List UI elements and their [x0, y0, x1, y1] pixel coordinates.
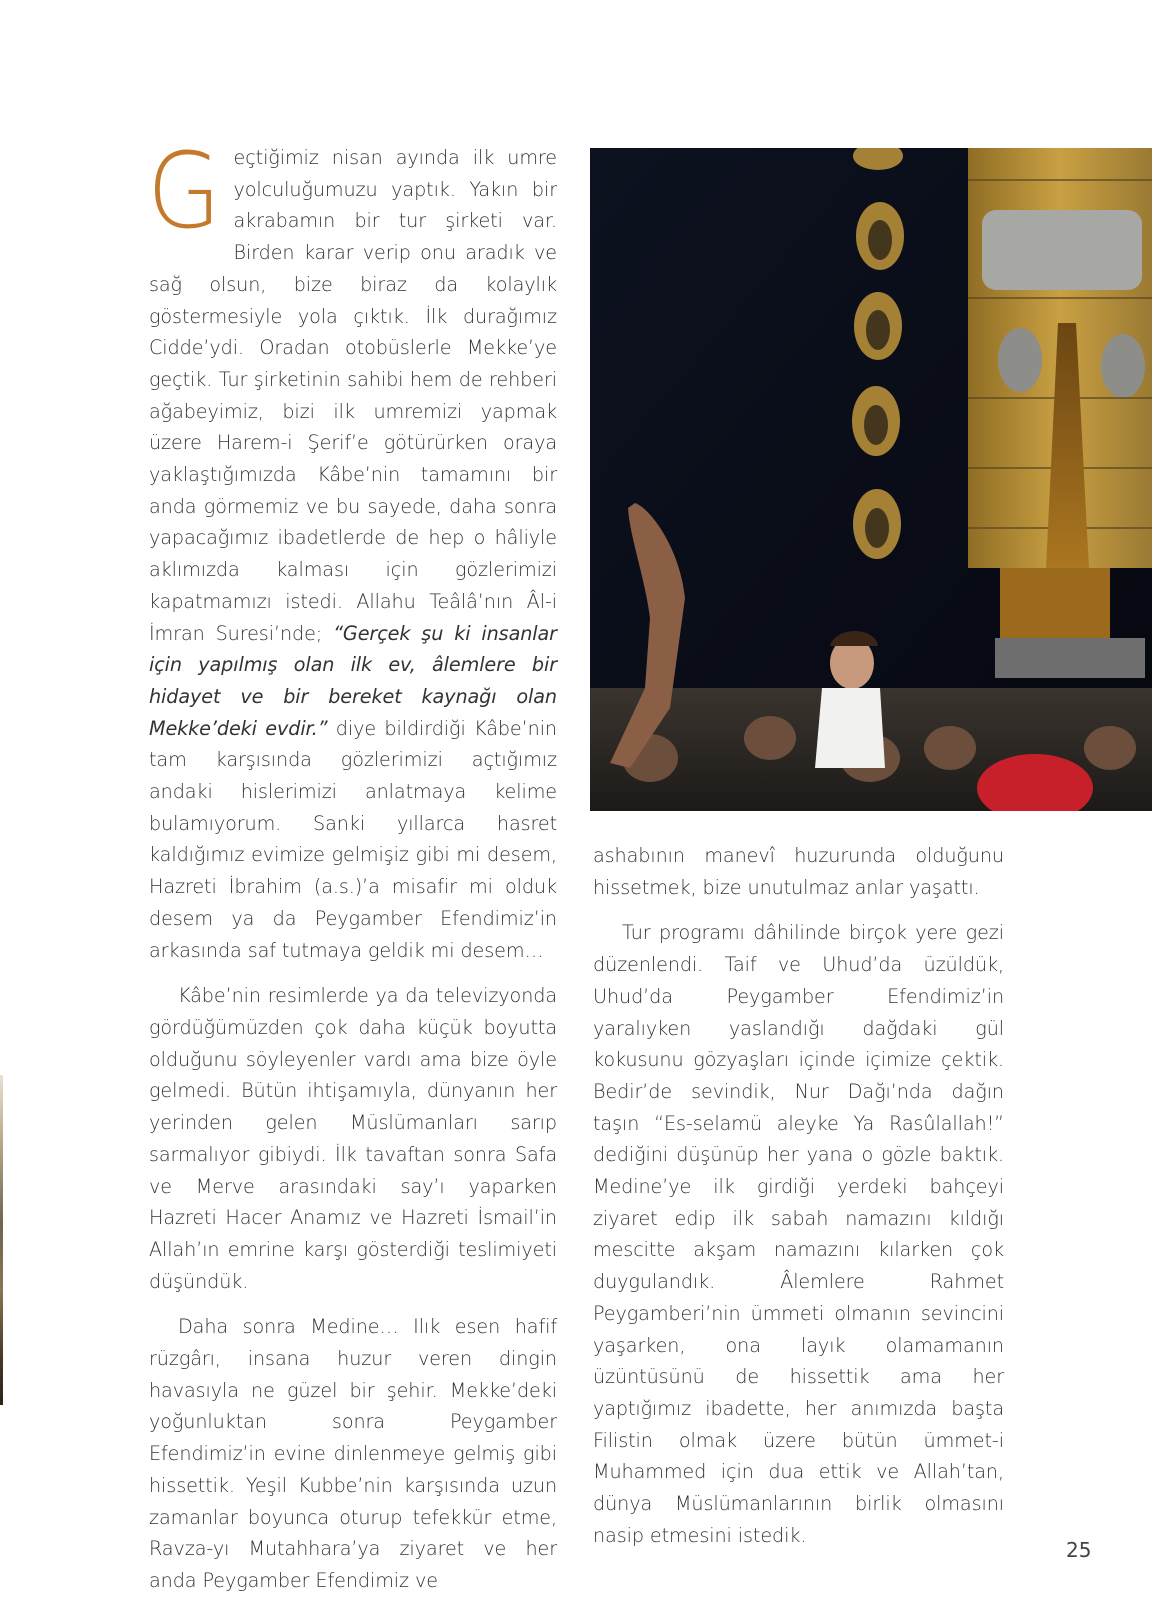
page-number: 25	[1066, 1538, 1092, 1562]
paragraph-3: Daha sonra Medine… Ilık esen hafif rüzgârı, insana huzur veren dingin havasıyla ne güzel bir şehir. Mekke’deki yoğunluktan sonra Peygamber Efendimiz’in evine dinlenmeye gelmiş gibi hissettik. Yeşil Kubbe’nin karşısında uzun zamanlar boyunca oturup tefekkür etme, Ravza-yı Mutahhara’ya ziyaret ve her anda Peygamber Efendimiz ve	[149, 1315, 557, 1592]
kaaba-photo	[590, 148, 1152, 811]
paragraph-1	[147, 130, 557, 966]
paragraph-1-end: diye bildirdiği Kâbe’nin tam karşısında gözlerimizi açtığımız andaki hislerimizi anlatmaya kelime bulamıyorum. Sanki yıllarca hasret kaldığımız evimize gelmişiz gibi mi desem, Hazreti İbrahim (a.s.)’a misafir mi olduk desem ya da Peygamber Efendimiz’in arkasında saf tutmaya geldik mi desem…	[149, 716, 557, 962]
paragraph-2: Kâbe’nin resimlerde ya da televizyonda gördüğümüzden çok daha küçük boyutta olduğunu söyleyenler vardı ama bize öyle gelmedi. Bütün ihtişamıyla, dünyanın her yerinden gelen Müslümanları sarıp sarmalıyor gibiydi. İlk tavaftan sonra Safa ve Merve arasındaki say’ı yaparken Hazreti Hacer Anamız ve Hazreti İsmail’in Allah’ın emrine karşı gösterdiği teslimiyeti düşündük.	[149, 984, 557, 1293]
paragraph-3-continued: ashabının manevî huzurunda olduğunu hissetmek, bize unutulmaz anlar yaşattı.	[593, 844, 1004, 899]
quran-quote: “Gerçek şu ki insanlar için yapılmış olan ilk ev, âlemlere bir hidayet ve bir bereket kaynağı olan Mekke’deki evdir.”	[149, 621, 557, 740]
drop-cap: G	[147, 130, 222, 252]
adjacent-page-image-bleed	[0, 1075, 3, 1405]
paragraph-1-start: eçtiğimiz nisan ayında ilk umre yolculuğumuzu yaptık. Yakın bir akrabamın bir tur şirketi var. Birden karar verip onu aradık ve sağ olsun, bize biraz da kolaylık göstermesiyle yola çıktık. İlk durağımız Cidde’ydi. Oradan otobüslerle Mekke’ye geçtik. Tur şirketinin sahibi hem de rehberi ağabeyimiz, bizi ilk umremizi yapmak üzere Harem-i Şerif’e götürürken oraya yaklaştığımızda Kâbe’nin tamamını bir anda görmemiz ve bu sayede, daha sonra yapacağımız ibadetlerde de hep o hâliyle aklımızda kalması için gözlerimizi kapatmamızı istedi. Allahu Teâlâ’nın Âl-i İmran Suresi’nde;	[149, 146, 557, 645]
kaaba-photo-illustration	[590, 148, 1152, 811]
article-left-column	[147, 130, 557, 1597]
article-right-column	[593, 840, 1004, 1551]
paragraph-4: Tur programı dâhilinde birçok yere gezi düzenlendi. Taif ve Uhud’da üzüldük, Uhud’da Peygamber Efendimiz’in yaralıyken yaslandığı dağdaki gül kokusunu gözyaşları içinde içimize çektik. Bedir’de sevindik, Nur Dağı’nda dağın taşın “Es-selamü aleyke Ya Rasûlallah!” dediğini düşünüp her yana o gözle baktık. Medine’ye ilk girdiği yerdeki bahçeyi ziyaret edip ilk sabah namazını kıldığı mescitte akşam namazını kılarken çok duygulandık. Âlemlere Rahmet Peygamberi’nin ümmeti olmanın sevincini yaşarken, ona layık olamamanın üzüntüsünü de hissettik ama her yaptığımız ibadette, her anımızda başta Filistin olmak üzere bütün ümmet-i Muhammed için dua ettik ve Allah’tan, dünya Müslümanlarının birlik olmasını nasip etmesini istedik.	[593, 921, 1004, 1547]
